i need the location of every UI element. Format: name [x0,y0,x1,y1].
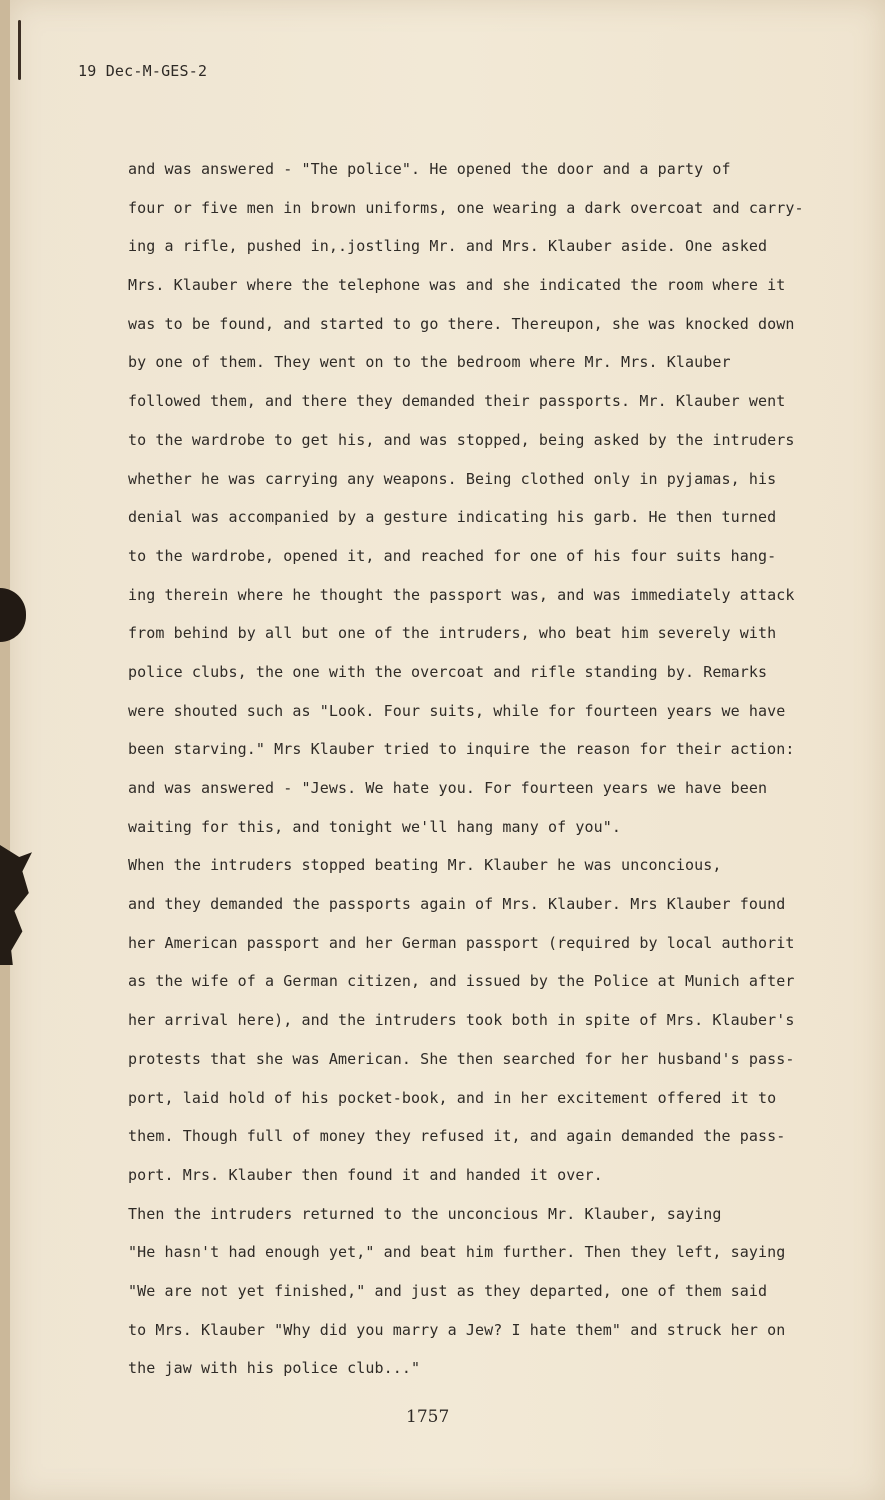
page-identifier: 19 Dec-M-GES-2 [78,62,208,80]
page-number: 1757 [406,1407,450,1427]
text-line: Then the intruders returned to the unconcious Mr. Klauber, saying [128,1204,722,1223]
text-line: the jaw with his police club..." [128,1359,421,1378]
text-line: was to be found, and started to go there. Thereupon, she was knocked down [128,314,795,333]
text-line: been starving." Mrs Klauber tried to inquire the reason for their action: [128,740,795,759]
text-line: "He hasn't had enough yet," and beat him further. Then they left, saying [128,1243,786,1262]
text-line: to Mrs. Klauber "Why did you marry a Jew? I hate them" and struck her on [128,1320,786,1339]
text-line: followed them, and there they demanded their passports. Mr. Klauber went [128,392,786,411]
text-line: ing therein where he thought the passport was, and was immediately attack [128,585,795,604]
text-line: ing a rifle, pushed in,.jostling Mr. and Mrs. Klauber aside. One asked [128,237,768,256]
text-line: and they demanded the passports again of Mrs. Klauber. Mrs Klauber found [128,895,786,914]
text-line: four or five men in brown uniforms, one wearing a dark overcoat and carry- [128,198,804,217]
text-line: were shouted such as "Look. Four suits, while for fourteen years we have [128,701,786,720]
text-line: whether he was carrying any weapons. Being clothed only in pyjamas, his [128,469,777,488]
text-line: Mrs. Klauber where the telephone was and she indicated the room where it [128,276,786,295]
text-line: port. Mrs. Klauber then found it and handed it over. [128,1165,603,1184]
text-line: "We are not yet finished," and just as they departed, one of them said [128,1281,768,1300]
text-line: police clubs, the one with the overcoat and rifle standing by. Remarks [128,662,768,681]
text-line: from behind by all but one of the intruders, who beat him severely with [128,624,777,643]
text-line: as the wife of a German citizen, and issued by the Police at Munich after [128,972,795,991]
text-line: and was answered - "Jews. We hate you. For fourteen years we have been [128,779,768,797]
text-line: and was answered - "The police". He opened the door and a party of [128,160,731,178]
text-line: port, laid hold of his pocket-book, and in her excitement offered it to [128,1088,777,1107]
text-line: waiting for this, and tonight we'll hang many of you". [128,817,622,836]
text-line: her American passport and her German passport (required by local authorit [128,933,795,952]
text-line: denial was accompanied by a gesture indicating his garb. He then turned [128,508,777,527]
text-line: to the wardrobe, opened it, and reached for one of his four suits hang- [128,546,777,565]
text-line: them. Though full of money they refused it, and again demanded the pass- [128,1127,786,1146]
text-line: her arrival here), and the intruders took both in spite of Mrs. Klauber's [128,1011,795,1030]
text-line: by one of them. They went on to the bedroom where Mr. Mrs. Klauber [128,353,731,372]
edge-mark [18,20,21,80]
text-line: to the wardrobe to get his, and was stopped, being asked by the intruders [128,430,795,449]
document-page [10,0,885,1500]
text-line: When the intruders stopped beating Mr. Klauber he was unconcious, [128,856,722,875]
text-line: protests that she was American. She then searched for her husband's pass- [128,1049,795,1068]
body-text [128,150,838,1388]
